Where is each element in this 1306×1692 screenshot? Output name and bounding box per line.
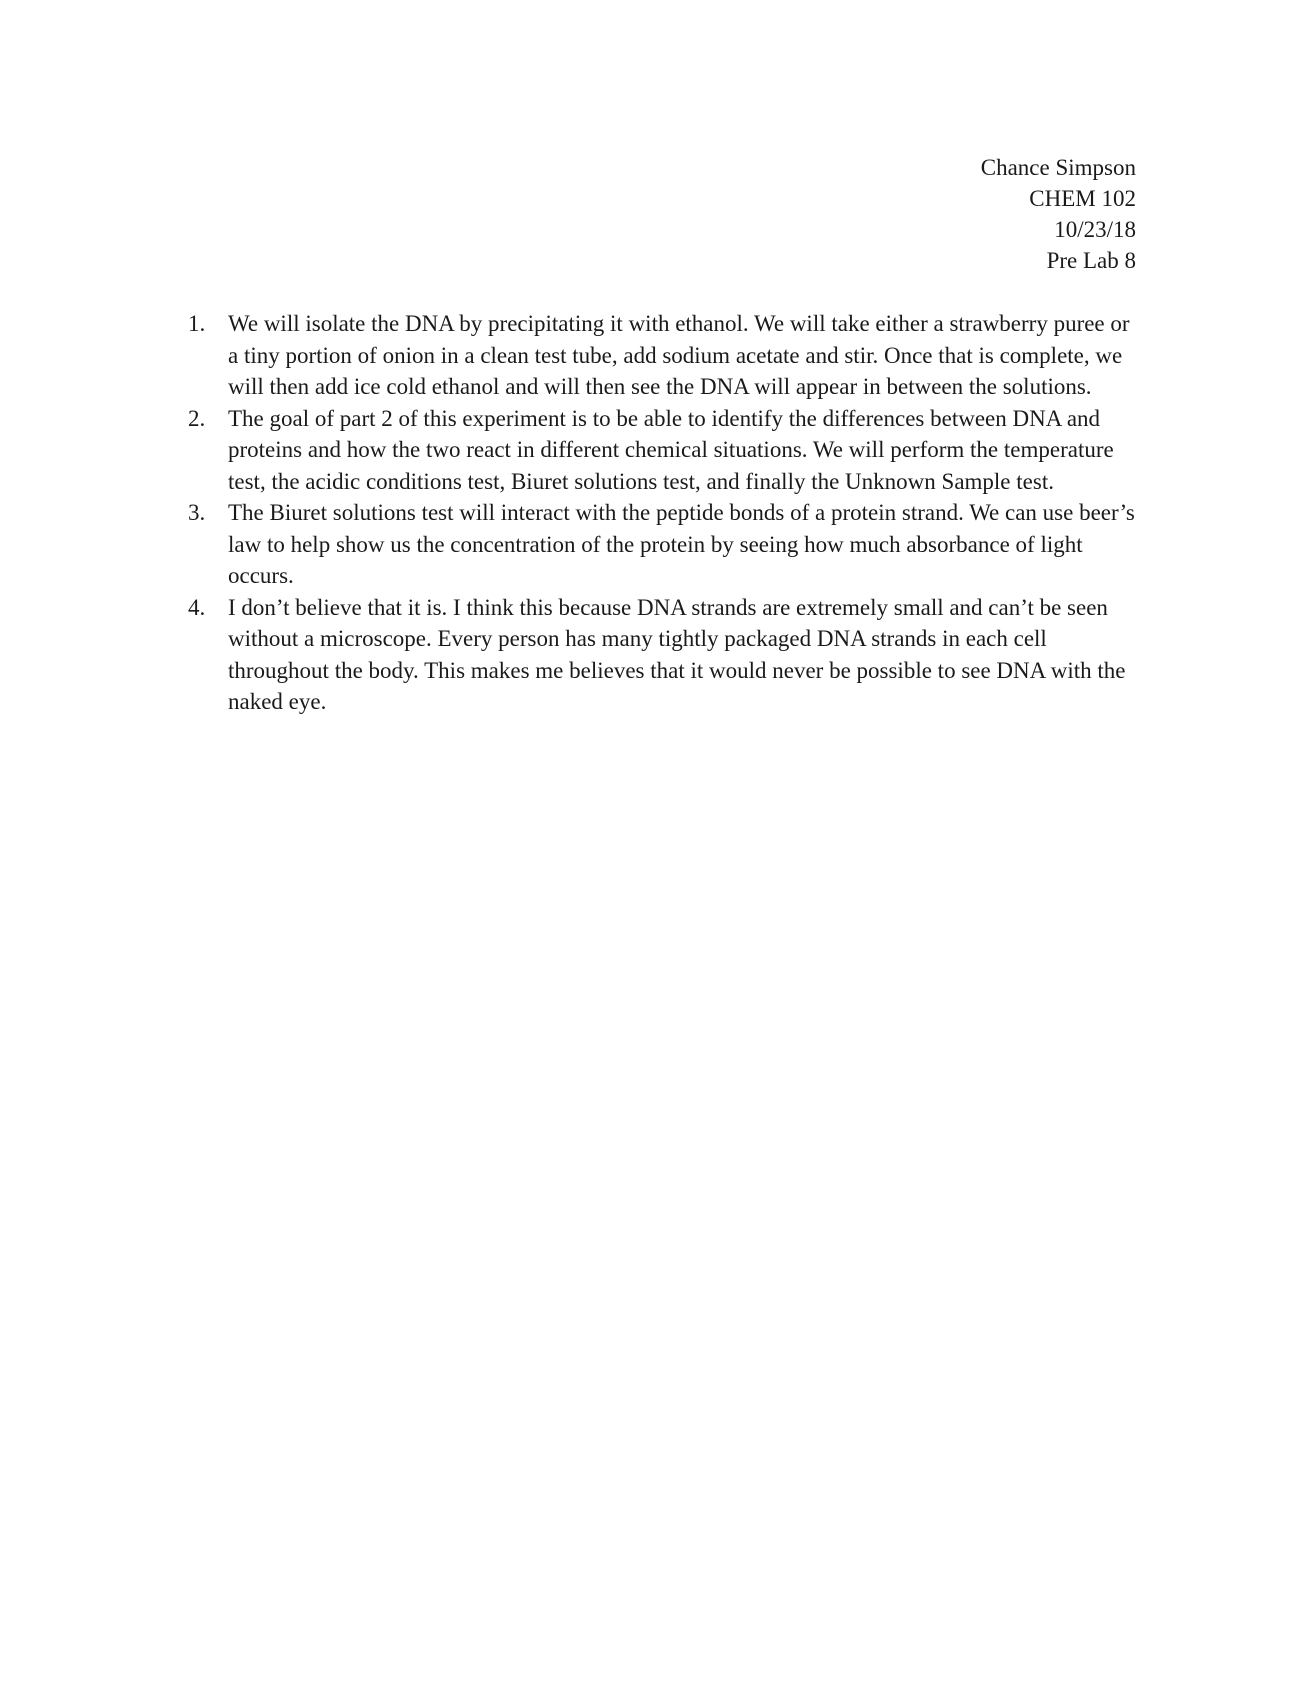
answer-text: We will isolate the DNA by precipitating it with ethanol. We will take either a strawberry puree or a tiny portion of onion in a clean test tube, add sodium acetate and stir. Once that is complete, we will then add ice cold ethanol and will then see the DNA will appear in between the solutions. <box>228 311 1130 399</box>
document-header <box>981 152 1136 276</box>
answer-item <box>188 308 1143 403</box>
answer-number: 4. <box>188 594 206 620</box>
answer-text: The Biuret solutions test will interact with the peptide bonds of a protein strand. We can use beer’s law to help show us the concentration of the protein by seeing how much absorbance of light occurs. <box>228 500 1135 588</box>
document-date: 10/23/18 <box>1054 217 1136 242</box>
assignment-title: Pre Lab 8 <box>1046 248 1136 273</box>
answer-number: 2. <box>188 405 206 431</box>
answer-text: The goal of part 2 of this experiment is to be able to identify the differences between DNA and proteins and how the two react in different chemical situations. We will perform the temperature test, the acidic conditions test, Biuret solutions test, and finally the Unknown Sample test. <box>228 405 1114 494</box>
student-name: Chance Simpson <box>980 155 1136 180</box>
answer-number: 1. <box>188 311 206 336</box>
answer-text: I don’t believe that it is. I think this because DNA strands are extremely small and can’t be seen without a microscope. Every person has many tightly packaged DNA strands in each cell throughout the body. This makes me believes that it would never be possible to see DNA with the naked eye. <box>228 594 1126 714</box>
answer-item <box>188 497 1143 592</box>
answer-list <box>188 308 1143 718</box>
answer-item <box>188 592 1143 718</box>
answer-number: 3. <box>188 500 206 525</box>
course-code: CHEM 102 <box>1029 186 1136 211</box>
answer-item <box>188 403 1143 498</box>
